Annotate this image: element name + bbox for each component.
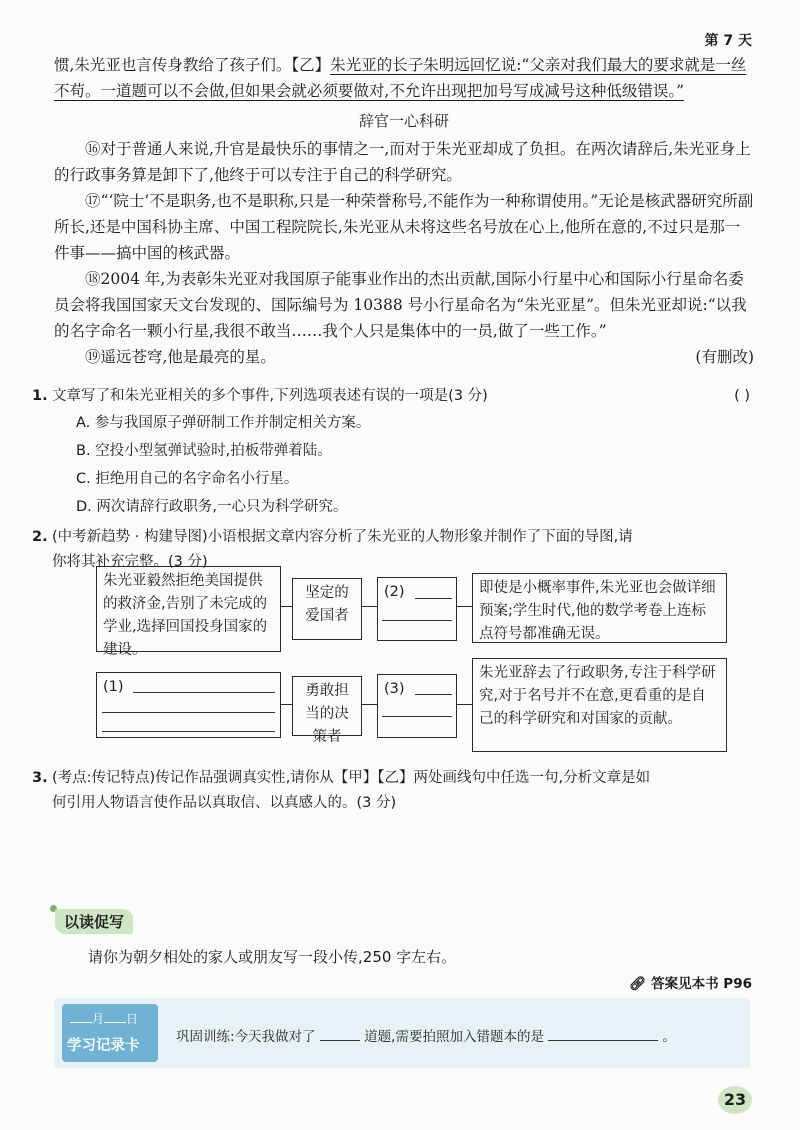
option-c[interactable]: C. 拒绝用自己的名字命名小行星。 [76,471,299,487]
connector [457,704,472,705]
question-3 [32,766,762,816]
correct-count-blank[interactable] [320,1040,360,1041]
questions [32,384,762,575]
paragraph-18: ⑱2004 年,为表彰朱光亚对我国原子能事业作出的杰出贡献,国际小行星中心和国际小行星命名委员会将我国国家天文台发现的、国际编号为 10388 号小行星命名为“朱光亚星”。但朱光亚却说:“以我的名字命名一颗小行星,我很不敢当……我个人只是集体中的一员,做了一些工作。” [54,270,747,340]
record-card [62,1004,158,1062]
day-label-small: 日 [126,1012,139,1026]
trait-box-bottom: 勇敢担当的决策者 [292,676,362,736]
paragraph-19-text: ⑲遥远苍穹,他是最亮的星。 [85,348,276,366]
record-text [176,1025,676,1045]
connector [362,606,377,607]
paragraph-16: ⑯对于普通人来说,升官是最快乐的事情之一,而对于朱光亚却成了负担。在两次请辞后,朱光亚身上的行政事务算是卸下了,他终于可以专注于自己的科学研究。 [54,140,751,184]
answer-blank-2a[interactable] [415,598,452,599]
connector [457,606,472,607]
section-title: 辞官一心科研 [358,112,449,130]
page-number: 23 [718,1086,752,1114]
answer-blank-3b[interactable] [382,716,452,717]
question-3-line1 [32,766,762,791]
blank-box-3 [377,674,457,738]
question-text: (中考新趋势 · 构建导图)小语根据文章内容分析了朱光亚的人物形象并制作了下面的导图,请 [52,529,633,545]
question-text: (考点:传记特点)传记作品强调真实性,请你从【甲】【乙】两处画线句中任选一句,分析文章是如 [52,770,651,786]
question-2 [32,525,762,550]
question-2-line2 [32,550,762,575]
question-number: 1. [32,388,48,404]
paragraph-17: ⑰“‘院士’不是职务,也不是职称,只是一种荣誉称号,不能作为一种称谓使用。”无论是核武器研究所副所长,还是中国科协主席、中国工程院院长,朱光亚从未将这些名号放在心上,他所在意的,不过只是那一件事——搞中国的核武器。 [54,192,754,262]
mistake-blank[interactable] [548,1040,658,1041]
answer-blank-2b[interactable] [382,620,452,621]
blank-box-2 [377,577,457,641]
underlined-quote-yi: 朱光亚的长子朱明远回忆说:“父亲对我们最大的要求就是一丝不苟。一道题可以不会做,但如果会就必须要做对,不允许出现把加号写成减号这种低级错误。” [54,56,747,100]
trait-box-top: 坚定的爱国者 [292,578,362,640]
passage-line-a [54,52,754,104]
blank-label-1: (1) [103,679,124,695]
connector [281,704,292,705]
month-label: 月 [92,1012,105,1026]
reading-passage [54,52,754,370]
answer-blank-1a[interactable] [133,692,275,693]
passage-text: 惯,朱光亚也言传身教给了孩子们。【乙】 [54,56,331,74]
date-field[interactable] [70,1010,138,1027]
question-3-line2 [32,791,762,816]
blank-label-2: (2) [384,584,405,600]
question-text: 你将其补充完整。(3 分) [52,554,208,570]
question-1 [32,384,762,409]
section-tag: 以读促写 [55,909,133,934]
event-box-top-left: 朱光亚毅然拒绝美国提供的救济金,告别了未完成的学业,选择回国投身国家的建设。 [96,566,281,652]
source-note: (有删改) [695,348,754,366]
answer-reference [629,972,752,992]
answer-reference-text: 答案见本书 P96 [651,976,752,992]
event-box-top-right: 即使是小概率事件,朱光亚也会做详细预案;学生时代,他的数学考卷上连标点符号都准确无误。 [472,573,727,643]
day-label: 第 7 天 [704,33,752,49]
link-icon: 🔗︎ [629,976,647,992]
blank-label-3: (3) [384,681,405,697]
answer-blank-1b[interactable] [102,712,275,713]
paragraph-19 [54,344,754,370]
option-a[interactable]: A. 参与我国原子弹研制工作并制定相关方案。 [76,415,371,431]
blank-box-1 [96,672,281,738]
question-number: 2. [32,529,48,545]
option-d[interactable]: D. 两次请辞行政职务,一心只为科学研究。 [76,499,348,515]
answer-blank-1c[interactable] [102,731,275,732]
connector [281,606,292,607]
record-card-title: 学习记录卡 [67,1038,140,1054]
question-text: 文章写了和朱光亚相关的多个事件,下列选项表述有误的一项是(3 分) [52,388,488,404]
connector [362,704,377,705]
record-text-a: 巩固训练:今天我做对了 [176,1029,316,1045]
option-b[interactable]: B. 空投小型氢弹试验时,拍板带弹着陆。 [76,443,332,459]
month-blank[interactable] [70,1022,92,1023]
writing-task: 请你为朝夕相处的家人或朋友写一段小传,250 字左右。 [88,948,457,966]
question-number: 3. [32,770,48,786]
answer-parentheses[interactable]: ( ) [734,388,750,404]
record-text-c: 。 [662,1029,677,1045]
event-box-bottom-right: 朱光亚辞去了行政职务,专注于科学研究,对于名号并不在意,更看重的是自己的科学研究和对国家的贡献。 [472,658,727,752]
day-blank[interactable] [104,1022,126,1023]
question-text: 何引用人物语言使作品以真取信、以真感人的。(3 分) [52,795,397,811]
record-text-b: 道题,需要拍照加入错题本的是 [364,1029,544,1045]
answer-blank-3a[interactable] [415,694,452,695]
